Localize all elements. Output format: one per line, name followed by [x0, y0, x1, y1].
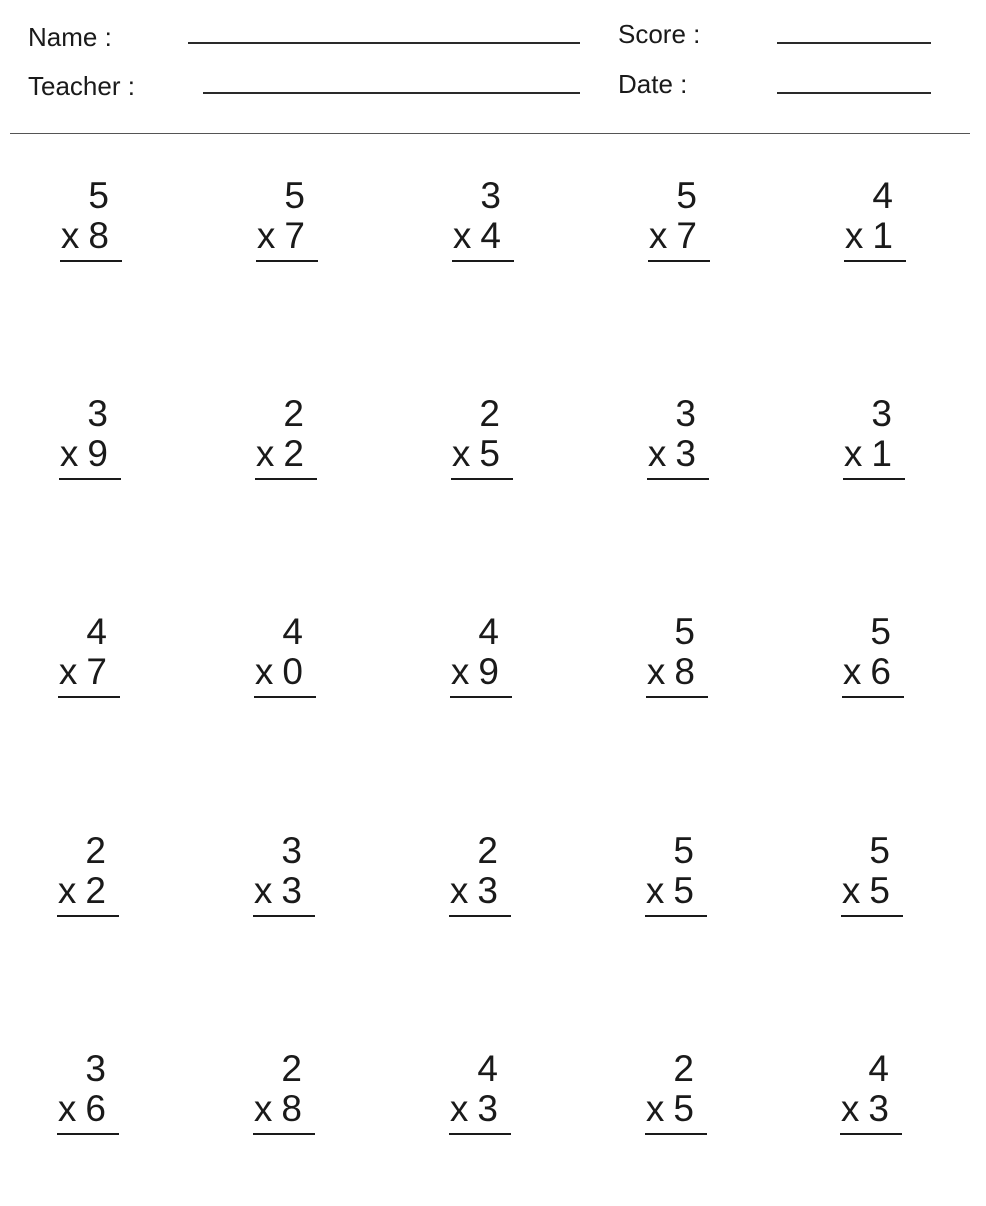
- problem-bottom-number: 3: [477, 870, 498, 911]
- operator-sign: x: [844, 215, 864, 256]
- operator-sign: x: [253, 870, 273, 911]
- problem-bottom-number: 2: [283, 433, 304, 474]
- answer-line: [254, 696, 316, 698]
- answer-line: [844, 260, 906, 262]
- score-field[interactable]: [777, 42, 931, 44]
- problem-bottom-number: 7: [86, 651, 107, 692]
- answer-line: [646, 696, 708, 698]
- problem: [442, 612, 512, 700]
- problem-bottom-row: [254, 1089, 302, 1129]
- operator-sign: x: [840, 1088, 860, 1129]
- operator-sign: x: [645, 870, 665, 911]
- problem: [441, 1049, 511, 1137]
- problem-bottom-number: 5: [673, 1088, 694, 1129]
- problem-bottom-row: [648, 434, 696, 474]
- operator-sign: x: [452, 215, 472, 256]
- answer-line: [253, 1133, 315, 1135]
- problem-top-number: 5: [88, 175, 109, 216]
- header-divider: [10, 133, 970, 134]
- name-label: Name :: [28, 22, 112, 52]
- problem-top-number: 2: [673, 1048, 694, 1089]
- problem-bottom-number: 3: [675, 433, 696, 474]
- problem-bottom-row: [649, 216, 697, 256]
- problem-bottom-row: [59, 652, 107, 692]
- answer-line: [648, 260, 710, 262]
- problem-bottom-number: 4: [480, 215, 501, 256]
- problem-bottom-number: 3: [281, 870, 302, 911]
- problem-bottom-number: 1: [871, 433, 892, 474]
- operator-sign: x: [449, 870, 469, 911]
- problem-bottom-row: [647, 652, 695, 692]
- problem-bottom-row: [841, 1089, 889, 1129]
- problem-bottom-row: [60, 434, 108, 474]
- operator-sign: x: [841, 870, 861, 911]
- problem-top-number: 2: [85, 830, 106, 871]
- problem-bottom-row: [453, 216, 501, 256]
- answer-line: [57, 1133, 119, 1135]
- operator-sign: x: [59, 433, 79, 474]
- problem-top-number: 3: [480, 175, 501, 216]
- problem: [245, 831, 315, 919]
- problem-top-number: 3: [871, 393, 892, 434]
- problem-bottom-number: 9: [478, 651, 499, 692]
- problem-top-number: 5: [674, 611, 695, 652]
- answer-line: [449, 1133, 511, 1135]
- problem-bottom-row: [256, 434, 304, 474]
- operator-sign: x: [256, 215, 276, 256]
- problem: [245, 1049, 315, 1137]
- problem: [443, 394, 513, 482]
- problem-bottom-number: 6: [870, 651, 891, 692]
- problem-bottom-number: 8: [674, 651, 695, 692]
- problem: [52, 176, 122, 264]
- problem-bottom-number: 8: [281, 1088, 302, 1129]
- problem-top-number: 4: [86, 611, 107, 652]
- problem: [49, 1049, 119, 1137]
- problem: [836, 176, 906, 264]
- answer-line: [452, 260, 514, 262]
- problem: [834, 612, 904, 700]
- answer-line: [255, 478, 317, 480]
- problem-bottom-row: [450, 871, 498, 911]
- operator-sign: x: [255, 433, 275, 474]
- problem: [637, 831, 707, 919]
- answer-line: [60, 260, 122, 262]
- operator-sign: x: [57, 1088, 77, 1129]
- answer-line: [58, 696, 120, 698]
- problem-top-number: 5: [869, 830, 890, 871]
- problem-bottom-number: 5: [673, 870, 694, 911]
- operator-sign: x: [254, 651, 274, 692]
- problem: [835, 394, 905, 482]
- operator-sign: x: [843, 433, 863, 474]
- problem: [638, 612, 708, 700]
- problem-top-number: 3: [675, 393, 696, 434]
- operator-sign: x: [647, 433, 667, 474]
- problem-bottom-number: 2: [85, 870, 106, 911]
- problem-bottom-row: [452, 434, 500, 474]
- problem: [441, 831, 511, 919]
- answer-line: [645, 1133, 707, 1135]
- problem-bottom-row: [843, 652, 891, 692]
- problem-bottom-row: [451, 652, 499, 692]
- problem-bottom-row: [842, 871, 890, 911]
- operator-sign: x: [842, 651, 862, 692]
- problem-bottom-number: 0: [282, 651, 303, 692]
- answer-line: [253, 915, 315, 917]
- operator-sign: x: [646, 651, 666, 692]
- operator-sign: x: [253, 1088, 273, 1129]
- problem: [246, 612, 316, 700]
- operator-sign: x: [60, 215, 80, 256]
- problem-bottom-number: 6: [85, 1088, 106, 1129]
- problem: [51, 394, 121, 482]
- answer-line: [450, 696, 512, 698]
- answer-line: [647, 478, 709, 480]
- answer-line: [449, 915, 511, 917]
- problem: [640, 176, 710, 264]
- date-label: Date :: [618, 69, 688, 99]
- problem: [637, 1049, 707, 1137]
- problem-bottom-number: 9: [87, 433, 108, 474]
- problem-bottom-row: [257, 216, 305, 256]
- problem-top-number: 5: [673, 830, 694, 871]
- problem: [49, 831, 119, 919]
- problem-bottom-number: 7: [284, 215, 305, 256]
- problem-top-number: 4: [282, 611, 303, 652]
- answer-line: [256, 260, 318, 262]
- problem-top-number: 3: [85, 1048, 106, 1089]
- problem-bottom-row: [450, 1089, 498, 1129]
- answer-line: [843, 478, 905, 480]
- problem-bottom-row: [845, 216, 893, 256]
- answer-line: [451, 478, 513, 480]
- operator-sign: x: [450, 651, 470, 692]
- problem-top-number: 5: [284, 175, 305, 216]
- problem-top-number: 2: [477, 830, 498, 871]
- problem-bottom-row: [58, 871, 106, 911]
- problem: [50, 612, 120, 700]
- problem-bottom-row: [58, 1089, 106, 1129]
- problem-top-number: 2: [479, 393, 500, 434]
- problem-bottom-number: 3: [477, 1088, 498, 1129]
- name-field[interactable]: [188, 42, 580, 44]
- problem: [444, 176, 514, 264]
- problem-bottom-number: 1: [872, 215, 893, 256]
- problem-top-number: 3: [281, 830, 302, 871]
- problem-bottom-number: 3: [868, 1088, 889, 1129]
- answer-line: [841, 915, 903, 917]
- answer-line: [59, 478, 121, 480]
- operator-sign: x: [645, 1088, 665, 1129]
- problem-bottom-number: 8: [88, 215, 109, 256]
- problem-bottom-number: 7: [676, 215, 697, 256]
- problem: [639, 394, 709, 482]
- problem-bottom-number: 5: [479, 433, 500, 474]
- operator-sign: x: [57, 870, 77, 911]
- problem-top-number: 5: [676, 175, 697, 216]
- problem: [247, 394, 317, 482]
- answer-line: [842, 696, 904, 698]
- problem-bottom-row: [844, 434, 892, 474]
- problem-bottom-row: [646, 1089, 694, 1129]
- problem: [832, 1049, 902, 1137]
- operator-sign: x: [449, 1088, 469, 1129]
- score-label: Score :: [618, 19, 701, 49]
- teacher-field[interactable]: [203, 92, 580, 94]
- problem: [248, 176, 318, 264]
- problem-top-number: 4: [478, 611, 499, 652]
- problem-bottom-number: 5: [869, 870, 890, 911]
- date-field[interactable]: [777, 92, 931, 94]
- problem-bottom-row: [646, 871, 694, 911]
- problem-top-number: 5: [870, 611, 891, 652]
- operator-sign: x: [58, 651, 78, 692]
- problem-bottom-row: [254, 871, 302, 911]
- problem-top-number: 4: [868, 1048, 889, 1089]
- answer-line: [645, 915, 707, 917]
- problem-top-number: 4: [477, 1048, 498, 1089]
- problem-bottom-row: [61, 216, 109, 256]
- answer-line: [840, 1133, 902, 1135]
- problem-top-number: 4: [872, 175, 893, 216]
- problem-top-number: 2: [281, 1048, 302, 1089]
- problem-top-number: 3: [87, 393, 108, 434]
- operator-sign: x: [451, 433, 471, 474]
- problem-top-number: 2: [283, 393, 304, 434]
- teacher-label: Teacher :: [28, 71, 135, 101]
- problem-bottom-row: [255, 652, 303, 692]
- problem: [833, 831, 903, 919]
- answer-line: [57, 915, 119, 917]
- operator-sign: x: [648, 215, 668, 256]
